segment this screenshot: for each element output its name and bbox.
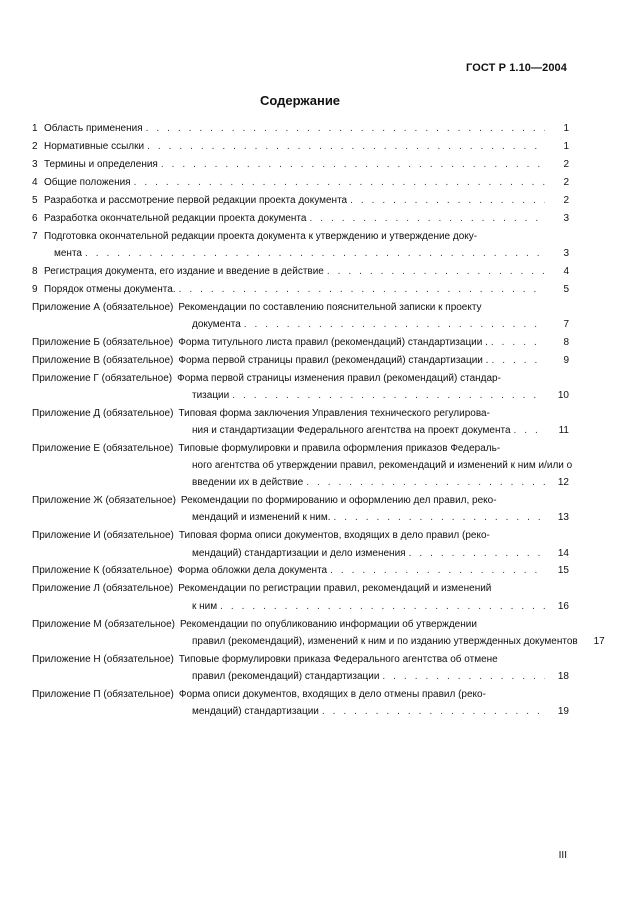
dot-leader xyxy=(161,156,545,173)
toc-appendix-text: Рекомендации по регистрации правил, рекомендаций и изменений xyxy=(178,583,492,595)
toc-entry-number: 3 xyxy=(32,158,38,170)
toc-entry[interactable] xyxy=(32,120,569,137)
toc-entry-page: 1 xyxy=(563,140,569,152)
toc-appendix-line xyxy=(32,509,569,526)
toc-appendix-label: Приложение Л (обязательное) xyxy=(32,583,174,595)
toc-entry-text: Общие положения xyxy=(44,176,131,188)
toc-appendix-line xyxy=(32,299,569,316)
toc-appendix-body xyxy=(32,616,605,650)
toc-appendix[interactable] xyxy=(32,651,569,685)
toc-appendix-line xyxy=(32,580,569,597)
toc-appendix-text: Типовые формулировки приказа Федерального агентства об отмене xyxy=(178,653,498,665)
toc-entry-page: 3 xyxy=(563,212,569,224)
toc-entry[interactable] xyxy=(32,156,569,173)
dot-leader xyxy=(232,387,545,404)
toc-appendix-line xyxy=(32,457,573,474)
toc-appendix-text: правил (рекомендаций), изменений к ним и по изданию утвержденных документов xyxy=(192,635,578,647)
toc-appendix[interactable] xyxy=(32,580,569,614)
toc-appendix-text: мендаций и изменений к ним. xyxy=(192,512,331,524)
toc-appendix-text: введении их в действие xyxy=(192,477,304,489)
toc-appendix-label: Приложение Б (обязательное) xyxy=(32,337,174,349)
toc-appendix-page: 18 xyxy=(557,670,569,682)
toc-entry-body xyxy=(44,156,569,173)
toc-entry[interactable] xyxy=(32,138,569,155)
dot-leader xyxy=(306,474,545,491)
toc-appendix-label: Приложение К (обязательное) xyxy=(32,565,173,577)
toc-appendix[interactable] xyxy=(32,334,569,351)
table-of-contents xyxy=(32,120,605,721)
toc-appendix-page: 17 xyxy=(593,635,605,647)
toc-appendix-label: Приложение Ж (обязательное) xyxy=(32,495,176,507)
toc-appendix-label: Приложение Н (обязательное) xyxy=(32,653,174,665)
toc-appendix-body xyxy=(32,440,573,491)
toc-appendix-label: Приложение В (обязательное) xyxy=(32,355,174,367)
toc-entry-line xyxy=(44,210,569,227)
toc-entry-body xyxy=(44,210,569,227)
toc-entry-text: Область применения xyxy=(44,123,143,134)
toc-appendix-line xyxy=(32,316,569,333)
toc-entry-page: 2 xyxy=(563,176,569,188)
toc-appendix-body xyxy=(32,352,569,369)
toc-appendix-line xyxy=(32,598,569,615)
page-number: III xyxy=(558,850,567,861)
toc-appendix-page: 8 xyxy=(563,337,569,349)
toc-entry[interactable] xyxy=(32,210,569,227)
toc-appendix-label: Приложение Е (обязательное) xyxy=(32,443,174,455)
toc-entry-text: Порядок отмены документа. xyxy=(44,283,176,295)
toc-appendix[interactable] xyxy=(32,686,569,720)
toc-entry-line xyxy=(44,174,569,191)
toc-appendix-text: Форма первой страницы изменения правил (рекомендаций) стандар- xyxy=(177,373,501,384)
toc-appendix-page: 16 xyxy=(557,600,569,612)
toc-appendix-text: Типовая форма описи документов, входящих в дело правил (реко- xyxy=(178,530,490,542)
toc-appendix-text: мендаций) стандартизации и дело изменения xyxy=(192,547,406,559)
toc-appendix-page: 12 xyxy=(557,477,569,489)
dot-leader xyxy=(244,316,545,333)
dot-leader xyxy=(322,703,545,720)
toc-appendix-page: 13 xyxy=(557,512,569,524)
toc-appendix-label: Приложение П (обязательное) xyxy=(32,688,174,700)
dot-leader xyxy=(134,174,545,191)
toc-entry-text: мента xyxy=(54,248,82,259)
toc-appendix-label: Приложение М (обязательное) xyxy=(32,618,175,630)
toc-appendix-line xyxy=(32,616,569,633)
toc-entry-page: 3 xyxy=(563,248,569,259)
toc-appendix-line xyxy=(32,474,569,491)
toc-entry-body xyxy=(44,120,569,137)
toc-appendix-text: Типовая форма заключения Управления технического регулирова- xyxy=(178,408,490,420)
dot-leader xyxy=(309,210,545,227)
toc-appendix-line xyxy=(32,527,569,544)
toc-entry-text: Разработка и рассмотрение первой редакции проекта документа xyxy=(44,194,348,206)
toc-appendix-label: Приложение И (обязательное) xyxy=(32,530,174,542)
toc-entry-body xyxy=(44,281,569,298)
toc-appendix-text: Типовые формулировки и правила оформления приказов Федераль- xyxy=(178,443,501,455)
toc-entry-line xyxy=(44,156,569,173)
toc-entry-page: 5 xyxy=(563,283,569,295)
toc-appendix-line xyxy=(32,633,605,650)
toc-appendix-text: правил (рекомендаций) стандартизации xyxy=(192,670,380,682)
toc-appendix-text: Рекомендации по составлению пояснительной записки к проекту xyxy=(178,301,482,313)
toc-appendix-label: Приложение А (обязательное) xyxy=(32,301,174,313)
toc-appendix-line xyxy=(32,387,569,404)
toc-appendix[interactable] xyxy=(32,352,569,369)
toc-appendix-body xyxy=(32,299,569,333)
toc-appendix-body xyxy=(32,492,569,526)
dot-leader xyxy=(146,120,545,137)
toc-appendix-line xyxy=(32,334,569,351)
toc-entry-body xyxy=(44,228,569,262)
toc-appendix-body xyxy=(32,686,569,720)
toc-entry[interactable] xyxy=(32,228,569,262)
toc-entry-page: 4 xyxy=(563,265,569,277)
toc-appendix-line xyxy=(32,545,569,562)
toc-entry-number: 9 xyxy=(32,283,38,295)
toc-entry-number: 4 xyxy=(32,176,38,188)
toc-appendix-line xyxy=(32,703,569,720)
toc-appendix-text: тизации xyxy=(192,390,230,402)
toc-entry-line xyxy=(44,245,569,262)
dot-leader xyxy=(179,281,545,298)
toc-appendix-line xyxy=(32,668,569,685)
toc-appendix-line xyxy=(32,352,569,369)
toc-appendix-text: ного агентства об утверждении правил, рекомендаций и изменений к ним и/или о xyxy=(192,460,573,472)
toc-entry-number: 1 xyxy=(32,123,38,134)
toc-appendix[interactable] xyxy=(32,616,605,650)
toc-entry-body xyxy=(44,138,569,155)
dot-leader xyxy=(382,668,545,685)
toc-appendix-text: к ним xyxy=(192,600,218,612)
toc-appendix-text: Рекомендации по опубликованию информации об утверждении xyxy=(180,618,477,630)
dot-leader xyxy=(330,562,545,579)
toc-entry-line xyxy=(44,228,569,245)
toc-appendix-body xyxy=(32,562,569,579)
toc-appendix-label: Приложение Д (обязательное) xyxy=(32,408,174,420)
toc-appendix-text: документа xyxy=(192,319,241,331)
toc-appendix-text: Форма обложки дела документа xyxy=(177,565,328,577)
toc-appendix-line xyxy=(32,562,569,579)
toc-appendix-text: Форма титульного листа правил (рекомендаций) стандартизации . xyxy=(178,337,488,349)
toc-appendix[interactable] xyxy=(32,299,569,333)
toc-appendix-line xyxy=(32,440,569,457)
toc-entry-line xyxy=(44,281,569,298)
toc-entry-line xyxy=(44,192,569,209)
toc-appendix[interactable] xyxy=(32,562,569,579)
toc-appendix-text: ния и стандартизации Федерального агентства на проект документа xyxy=(192,425,511,437)
toc-appendix[interactable] xyxy=(32,492,569,526)
toc-entry-page: 2 xyxy=(563,158,569,170)
toc-appendix-page: 19 xyxy=(557,705,569,717)
toc-appendix[interactable] xyxy=(32,527,569,561)
toc-appendix-line xyxy=(32,686,569,703)
toc-entry-body xyxy=(44,192,569,209)
toc-appendix[interactable] xyxy=(32,370,569,404)
toc-appendix-text: мендаций) стандартизации xyxy=(192,705,319,717)
toc-appendix-line xyxy=(32,422,569,439)
toc-entry-body xyxy=(44,263,569,280)
toc-entry-line xyxy=(44,138,569,155)
toc-entry-text: Подготовка окончательной редакции проекта документа к утверждению и утверждение доку- xyxy=(44,230,478,242)
toc-appendix-text: Форма первой страницы правил (рекомендаций) стандартизации . xyxy=(178,355,489,367)
toc-appendix-page: 11 xyxy=(558,425,569,437)
toc-entry-text: Термины и определения xyxy=(44,158,158,170)
dot-leader xyxy=(491,352,545,369)
dot-leader xyxy=(514,422,545,439)
toc-entry-number: 7 xyxy=(32,230,38,242)
toc-appendix-page: 10 xyxy=(557,390,569,402)
toc-entry[interactable] xyxy=(32,281,569,298)
toc-entry-body xyxy=(44,174,569,191)
toc-appendix-label: Приложение Г (обязательное) xyxy=(32,373,173,384)
toc-entry-text: Разработка окончательной редакции проекта документа xyxy=(44,212,307,224)
toc-appendix-text: Рекомендации по формированию и оформлению дел правил, реко- xyxy=(180,495,497,507)
toc-appendix-body xyxy=(32,527,569,561)
toc-entry-line xyxy=(44,263,569,280)
dot-leader xyxy=(220,598,545,615)
toc-appendix-line xyxy=(32,370,569,387)
dot-leader xyxy=(333,509,545,526)
toc-entry-number: 8 xyxy=(32,265,38,277)
toc-appendix-body xyxy=(32,370,569,404)
dot-leader xyxy=(147,138,545,155)
toc-entry[interactable] xyxy=(32,192,569,209)
dot-leader xyxy=(327,263,545,280)
toc-entry-page: 2 xyxy=(563,194,569,206)
dot-leader xyxy=(85,245,545,262)
dot-leader xyxy=(409,545,545,562)
toc-entry-text: Нормативные ссылки xyxy=(44,140,145,152)
toc-appendix-line xyxy=(32,405,569,422)
toc-entry-number: 2 xyxy=(32,140,38,152)
dot-leader xyxy=(491,334,545,351)
toc-appendix-page: 15 xyxy=(557,565,569,577)
toc-entry-page: 1 xyxy=(563,123,569,134)
toc-appendix-line xyxy=(32,492,569,509)
toc-title: Содержание xyxy=(259,93,341,108)
toc-entry-number: 6 xyxy=(32,212,38,224)
toc-appendix-body xyxy=(32,651,569,685)
toc-appendix[interactable] xyxy=(32,405,569,439)
toc-appendix-text: Форма описи документов, входящих в дело отмены правил (реко- xyxy=(178,688,486,700)
toc-entry[interactable] xyxy=(32,263,569,280)
toc-appendix-page: 9 xyxy=(563,355,569,367)
dot-leader xyxy=(350,192,545,209)
toc-entry-number: 5 xyxy=(32,194,38,206)
toc-appendix[interactable] xyxy=(32,440,573,491)
toc-appendix-body xyxy=(32,334,569,351)
toc-entry-text: Регистрация документа, его издание и введение в действие xyxy=(44,265,324,277)
document-code: ГОСТ Р 1.10—2004 xyxy=(466,62,567,74)
toc-entry[interactable] xyxy=(32,174,569,191)
toc-appendix-line xyxy=(32,651,569,668)
toc-appendix-body xyxy=(32,580,569,614)
toc-entry-line xyxy=(44,120,569,137)
toc-appendix-body xyxy=(32,405,569,439)
toc-appendix-page: 7 xyxy=(563,319,569,331)
toc-appendix-page: 14 xyxy=(557,547,569,559)
